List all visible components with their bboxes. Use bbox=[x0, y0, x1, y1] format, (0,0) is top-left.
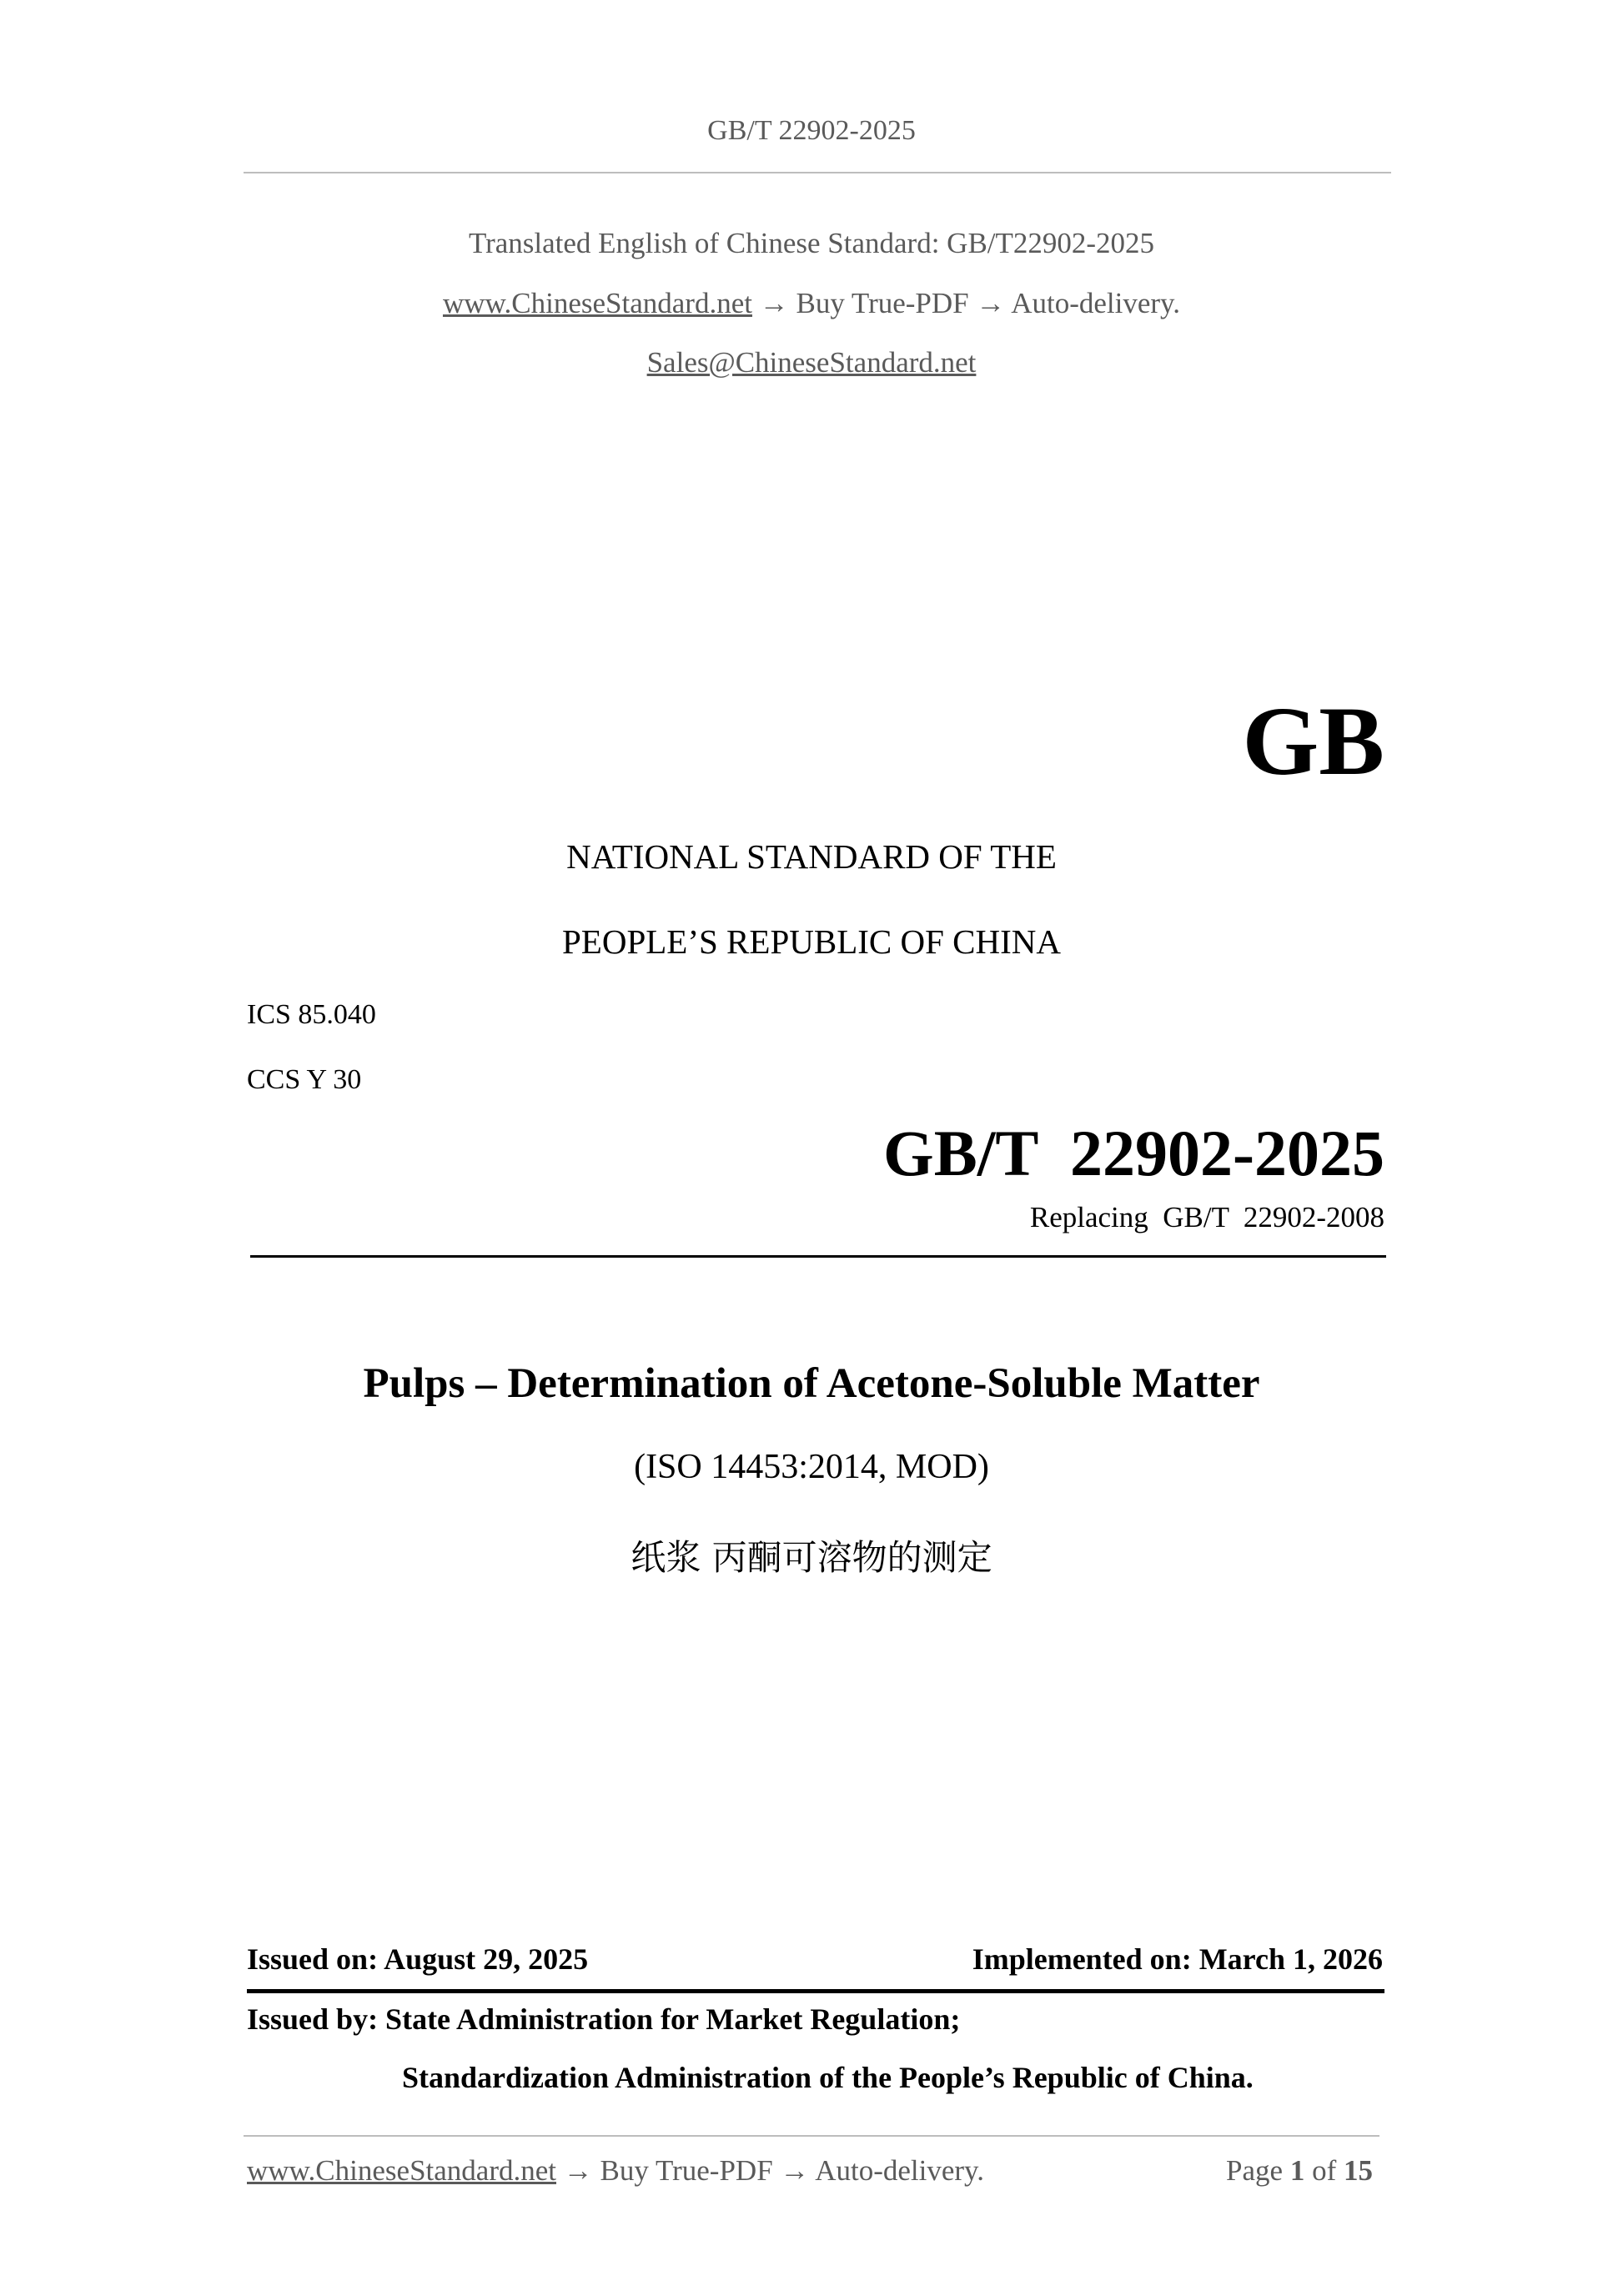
translation-note: Translated English of Chinese Standard: GB/T22902-2025 bbox=[468, 227, 1155, 259]
ccs-code: CCS Y 30 bbox=[247, 1064, 362, 1095]
ics-code: ICS 85.040 bbox=[247, 999, 376, 1030]
page-current: 1 bbox=[1289, 2154, 1305, 2187]
title-chinese: 纸浆 丙酮可溶物的测定 bbox=[631, 1537, 992, 1578]
national-standard-line-2: PEOPLE’S REPUBLIC OF CHINA bbox=[562, 922, 1061, 961]
site-link[interactable]: www.ChineseStandard.net bbox=[442, 287, 752, 319]
sales-line bbox=[0, 346, 1623, 379]
gb-logo: GB bbox=[1242, 686, 1384, 796]
footer-site-rest: → Buy True-PDF → Auto-delivery. bbox=[556, 2154, 985, 2187]
running-head: GB/T 22902-2025 bbox=[707, 115, 916, 146]
site-line-rest: → Buy True-PDF → Auto-delivery. bbox=[751, 287, 1181, 319]
standard-number: GB/T 22902-2025 bbox=[883, 1117, 1384, 1189]
issued-on: Issued on: August 29, 2025 bbox=[247, 1942, 589, 1976]
replacing-note: Replacing GB/T 22902-2008 bbox=[1029, 1201, 1384, 1233]
page-total: 15 bbox=[1344, 2154, 1373, 2187]
page-label: Page bbox=[1226, 2154, 1290, 2187]
sales-email-link[interactable]: Sales@ChineseStandard.net bbox=[646, 346, 977, 379]
national-standard-line-1: NATIONAL STANDARD OF THE bbox=[566, 837, 1057, 876]
title-english: Pulps – Determination of Acetone-Soluble Matter bbox=[363, 1360, 1260, 1407]
footer-site-link[interactable]: www.ChineseStandard.net bbox=[247, 2154, 556, 2187]
standard-number-divider bbox=[250, 1255, 1386, 1258]
header-divider bbox=[244, 172, 1391, 173]
page-indicator bbox=[1226, 2154, 1373, 2188]
footer-site-line bbox=[247, 2154, 984, 2188]
page-of: of bbox=[1304, 2154, 1344, 2187]
issued-by-line-2: Standardization Administration of the People’s Republic of China. bbox=[402, 2061, 1254, 2094]
footer-divider bbox=[244, 2135, 1379, 2137]
title-iso-reference: (ISO 14453:2014, MOD) bbox=[634, 1448, 989, 1486]
issued-by-line-1: Issued by: State Administration for Market Regulation; bbox=[247, 2002, 961, 2036]
implemented-on: Implemented on: March 1, 2026 bbox=[972, 1942, 1383, 1976]
dates-divider bbox=[247, 1989, 1384, 1993]
site-line bbox=[0, 287, 1623, 320]
